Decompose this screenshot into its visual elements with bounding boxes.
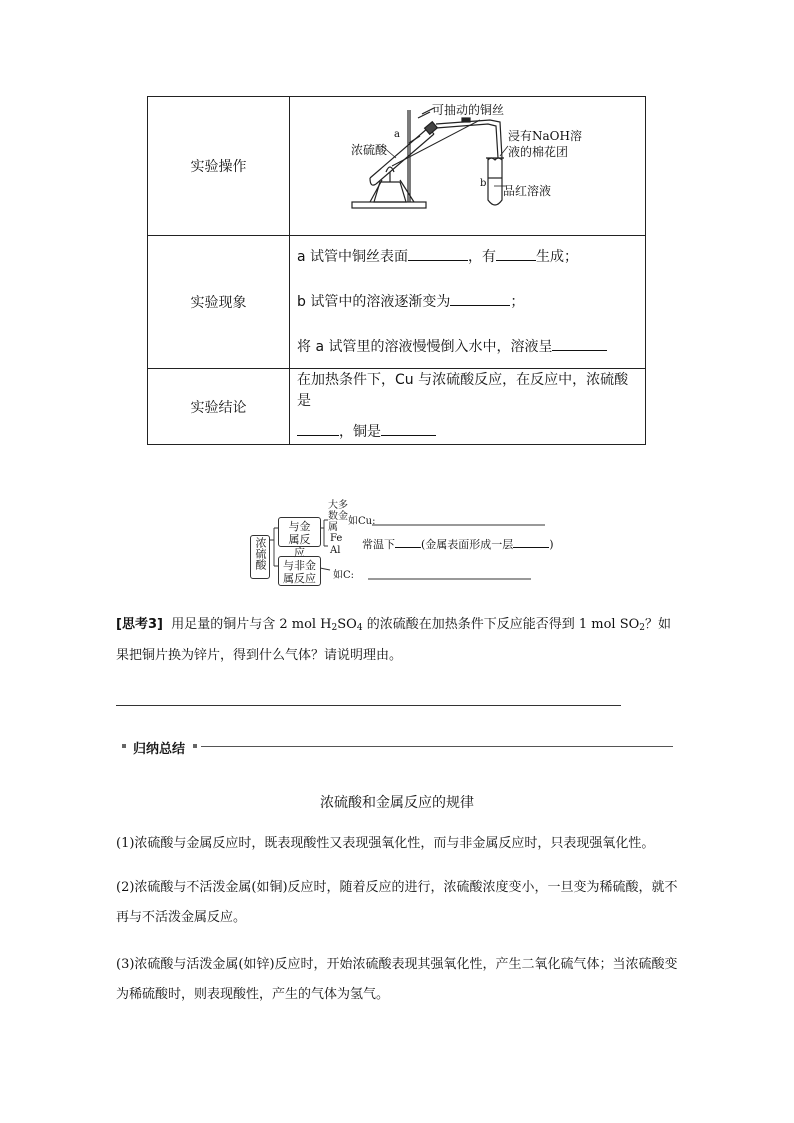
think-question: [思考3] 用足量的铜片与含 2 mol $H_2SO_4$ 的浓硫酸在加热条件下反应能否得到 1 mol $SO_2$？如 果把铜片换为锌片，得到什么气体？请说明理由。: [116, 617, 672, 663]
mm-room-temp-line: 常温下 (金属表面形成一层 ): [362, 538, 554, 551]
phenomenon-line-1: a 试管中铜丝表面 ，有 生成；: [297, 248, 579, 265]
mindmap-root: 浓硫酸: [250, 535, 270, 579]
phenomenon-line-2: b 试管中的溶液逐渐变为 ；: [297, 293, 525, 310]
mm-cu-label: 如Cu:: [348, 516, 376, 527]
label-conc-sulfuric-acid: 浓硫酸: [351, 143, 388, 157]
rule-paragraph-2: (2)浓硫酸与不活泼金属(如铜)反应时，随着反应的进行，浓硫酸浓度变小，一旦变为稀硫酸，就不再与不活泼金属反应。: [116, 880, 678, 925]
row-head-operation: 实验操作: [148, 97, 290, 236]
label-tube-a: a: [394, 129, 400, 140]
rule-paragraph-3: (3)浓硫酸与活泼金属(如锌)反应时，开始浓硫酸表现其强氧化性，产生二氧化硫气体；当浓硫酸变为稀硫酸时，则表现酸性，产生的气体为氢气。: [116, 957, 678, 1002]
label-cotton-line-2: 液的棉花团: [508, 145, 569, 159]
label-pinkred-solution: 品红溶液: [503, 184, 552, 198]
think-tag: [思考3]: [116, 617, 163, 632]
conclusion-line-1: 在加热条件下，Cu 与浓硫酸反应，在反应中，浓硫酸是: [297, 372, 629, 409]
row-head-phenomenon: 实验现象: [148, 236, 290, 369]
mm-fe: Fe: [330, 533, 343, 544]
label-tube-b: b: [480, 178, 487, 189]
mindmap-branch-metal: 与金属反应: [278, 517, 321, 547]
mm-al: Al: [330, 545, 341, 556]
section-title: 归纳总结: [133, 742, 186, 757]
answer-blank[interactable]: [552, 337, 607, 351]
answer-blank[interactable]: [496, 247, 536, 261]
answer-line[interactable]: [116, 705, 621, 706]
rule-paragraph-1: (1)浓硫酸与金属反应时，既表现酸性又表现强氧化性，而与非金属反应时，只表现强氧化性。: [116, 836, 655, 851]
row-head-conclusion: 实验结论: [148, 369, 290, 445]
answer-blank[interactable]: [297, 422, 339, 436]
answer-blank[interactable]: [513, 538, 549, 548]
mindmap-branch-nonmetal: 与非金属反应: [278, 556, 321, 586]
phenomenon-cell: [290, 236, 646, 369]
answer-blank[interactable]: [381, 422, 436, 436]
answer-blank[interactable]: [450, 292, 510, 306]
rules-title: 浓硫酸和金属反应的规律: [320, 795, 474, 811]
answer-blank[interactable]: [408, 247, 468, 261]
answer-blank[interactable]: [395, 538, 421, 548]
section-bullet-left-icon: [122, 744, 126, 748]
mm-c-label: 如C:: [333, 570, 355, 581]
conclusion-line-2: ，铜是: [297, 422, 638, 443]
conclusion-cell: [290, 369, 646, 445]
label-cotton-line-1: 浸有NaOH溶: [508, 129, 582, 143]
section-divider: [201, 746, 673, 747]
phenomenon-line-3: 将 a 试管里的溶液慢慢倒入水中，溶液呈: [297, 337, 638, 358]
label-movable-wire: 可抽动的铜丝: [432, 103, 505, 117]
section-bullet-right-icon: [193, 744, 197, 748]
mm-most-metals: 大多数金属: [328, 500, 348, 533]
